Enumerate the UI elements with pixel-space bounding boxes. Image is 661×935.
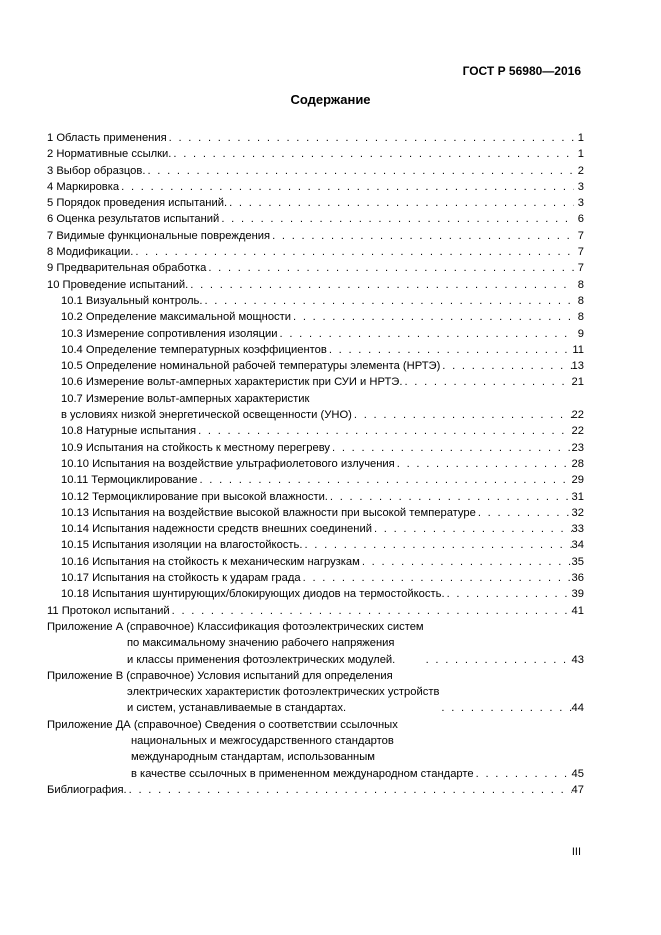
toc-entry[interactable] <box>47 326 584 342</box>
toc-entry[interactable] <box>47 374 584 390</box>
toc-entry-appendix[interactable] <box>47 717 584 782</box>
toc-entry-title: 10.14 Испытания надежности средств внешних соединений <box>61 523 372 536</box>
leader-dots <box>476 505 572 521</box>
toc-entry-title: 8 Модификации. <box>47 246 134 259</box>
toc-entry-page: 7 <box>577 246 584 259</box>
toc-entry-title-continued: электрических характеристик фотоэлектрических устройств <box>127 686 440 699</box>
leader-dots <box>302 537 571 553</box>
toc-entry-page: 47 <box>571 783 584 796</box>
toc-entry[interactable] <box>47 782 584 798</box>
toc-entry-page: 13 <box>571 360 584 373</box>
toc-entry-title: Приложение ДА (справочное) Сведения о соответствии ссылочных <box>47 718 398 731</box>
toc-entry-title: 10.18 Испытания шунтирующих/блокирующих диодов на термостойкость. <box>61 588 445 601</box>
toc-entry-page: 22 <box>571 425 584 438</box>
leader-dots <box>395 456 572 472</box>
toc-entry[interactable] <box>47 293 584 309</box>
toc-entry-page: 6 <box>577 213 584 226</box>
toc-entry-title: 10.2 Определение максимальной мощности <box>61 311 292 324</box>
standard-code: ГОСТ Р 56980—2016 <box>462 64 581 78</box>
leader-dots <box>270 228 574 244</box>
toc-entry-page: 39 <box>571 588 584 601</box>
toc-entry[interactable] <box>47 505 584 521</box>
toc-entry-title-continued: национальных и межгосударственного стандартов <box>131 734 394 747</box>
toc-entry-page: 8 <box>577 311 584 324</box>
toc-entry-title: 10.13 Испытания на воздействие высокой влажности при высокой температуре <box>61 506 476 519</box>
toc-entry-title-continued: по максимальному значению рабочего напряжения <box>127 637 395 650</box>
toc-entry[interactable] <box>47 521 584 537</box>
toc-entry-page: 22 <box>571 409 584 422</box>
toc-entry-title: 10.10 Испытания на воздействие ультрафиолетового излучения <box>61 457 395 470</box>
toc-entry-page: 2 <box>577 164 584 177</box>
toc-entry[interactable] <box>47 358 584 374</box>
toc-entry-title: 10.17 Испытания на стойкость к ударам града <box>61 572 301 585</box>
toc-entry-title-continued: в качестве ссылочных в примененном международном стандарте <box>131 767 474 780</box>
leader-dots <box>188 277 574 293</box>
page-number: III <box>571 846 581 858</box>
leader-dots <box>202 293 574 309</box>
toc-entry-title: 10.6 Измерение вольт-амперных характеристик при СУИ и НРТЭ. <box>61 376 403 389</box>
toc-entry-title: 10.12 Термоциклирование при высокой влажности. <box>61 490 328 503</box>
toc-entry[interactable] <box>47 423 584 439</box>
toc-entry[interactable] <box>47 146 584 162</box>
toc-entry-title: 10.3 Измерение сопротивления изоляции <box>61 327 278 340</box>
leader-dots <box>372 521 572 537</box>
leader-dots <box>360 554 572 570</box>
leader-dots <box>330 440 572 456</box>
toc-entry-page: 28 <box>571 457 584 470</box>
toc-entry-title: 1 Область применения <box>47 132 167 144</box>
leader-dots <box>424 652 572 668</box>
toc-entry-title: 10.15 Испытания изоляции на влагостойкость. <box>61 539 303 552</box>
toc-entry-title: 10.1 Визуальный контроль. <box>61 294 203 307</box>
toc-entry[interactable] <box>47 489 584 505</box>
toc-entry[interactable] <box>47 130 584 146</box>
toc-entry-title: 4 Маркировка <box>47 180 120 193</box>
toc-entry[interactable] <box>47 456 584 472</box>
leader-dots <box>167 130 574 146</box>
toc-entry-title-continued: и систем, устанавливаемые в стандартах. <box>127 702 347 715</box>
leader-dots <box>145 163 574 179</box>
toc-entry-title: 11 Протокол испытаний <box>47 604 170 617</box>
toc-entry-page: 8 <box>577 278 584 291</box>
toc-entry[interactable] <box>47 179 584 195</box>
leader-dots <box>291 309 574 325</box>
toc-entry-page: 33 <box>571 523 584 536</box>
toc-entry-page: 35 <box>571 555 584 568</box>
toc-entry-page: 23 <box>571 441 584 454</box>
toc-entry-title: 10.8 Натурные испытания <box>61 425 197 438</box>
leader-dots <box>301 570 572 586</box>
toc-entry-page: 7 <box>577 229 584 242</box>
leader-dots <box>278 326 575 342</box>
leader-dots <box>445 586 572 602</box>
leader-dots <box>327 342 573 358</box>
toc-entry-page: 7 <box>577 262 584 275</box>
toc-entry-page: 45 <box>571 767 584 780</box>
toc-entry-title: Библиография. <box>47 783 127 796</box>
leader-dots <box>439 700 571 716</box>
toc-entry-page: 11 <box>572 343 584 356</box>
toc-entry-title: 10.16 Испытания на стойкость к механическим нагрузкам <box>61 555 360 568</box>
toc-entry-title: 10.9 Испытания на стойкость к местному перегреву <box>61 441 330 454</box>
toc-entry-title: 10.4 Определение температурных коэффициентов <box>61 343 327 356</box>
toc-title: Содержание <box>290 92 371 107</box>
leader-dots <box>171 146 574 162</box>
toc-entry[interactable] <box>47 472 584 488</box>
toc-entry[interactable] <box>47 391 584 424</box>
toc-entry[interactable] <box>47 228 584 244</box>
toc-entry-page: 3 <box>577 197 584 210</box>
toc-entry-title: Приложение В (справочное) Условия испытаний для определения <box>47 669 393 682</box>
toc-entry-title: 3 Выбор образцов. <box>47 164 146 177</box>
toc-entry-appendix[interactable] <box>47 619 584 668</box>
toc-entry-page: 36 <box>571 572 584 585</box>
toc-entry-page: 29 <box>571 474 584 487</box>
toc-entry-page: 1 <box>577 132 584 144</box>
toc-entry[interactable] <box>47 603 584 619</box>
leader-dots <box>440 358 571 374</box>
toc-entry[interactable] <box>47 260 584 276</box>
toc-entry[interactable] <box>47 309 584 325</box>
toc-entry[interactable] <box>47 195 584 211</box>
toc-entry-title-continued: и классы применения фотоэлектрических модулей. <box>127 653 396 666</box>
toc-entry-title: 10 Проведение испытаний. <box>47 278 189 291</box>
toc-entry-page: 44 <box>571 702 584 715</box>
toc-entry-title: 6 Оценка результатов испытаний <box>47 213 220 226</box>
toc-entry[interactable] <box>47 554 584 570</box>
leader-dots <box>170 603 572 619</box>
toc-entry[interactable] <box>47 277 584 293</box>
toc-entry-page: 43 <box>571 653 584 666</box>
toc-entry[interactable] <box>47 537 584 553</box>
toc-entry[interactable] <box>47 342 584 358</box>
toc-entry[interactable] <box>47 244 584 260</box>
toc-entry-title: 10.11 Термоциклирование <box>61 474 198 487</box>
toc-entry-title: 7 Видимые функциональные повреждения <box>47 229 271 242</box>
toc-entry[interactable] <box>47 440 584 456</box>
leader-dots <box>227 195 574 211</box>
toc-entry-title-continued: международным стандартам, использованным <box>131 751 375 764</box>
leader-dots <box>197 472 571 488</box>
leader-dots <box>133 244 574 260</box>
toc-entry-title: Приложение А (справочное) Классификация фотоэлектрических систем <box>47 620 424 633</box>
leader-dots <box>127 782 572 798</box>
leader-dots <box>402 374 571 390</box>
leader-dots <box>219 211 574 227</box>
leader-dots <box>196 423 571 439</box>
toc-entry-appendix[interactable] <box>47 668 584 717</box>
toc-entry[interactable] <box>47 586 584 602</box>
toc-entry-page: 8 <box>577 294 584 307</box>
toc-entry-page: 21 <box>571 376 584 389</box>
leader-dots <box>474 766 572 782</box>
toc-entry-page: 32 <box>571 506 584 519</box>
toc-entry-page: 34 <box>571 539 584 552</box>
toc-entry-title: 9 Предварительная обработка <box>47 262 207 275</box>
toc-entry[interactable] <box>47 163 584 179</box>
toc-entry-title: 5 Порядок проведения испытаний. <box>47 197 228 210</box>
leader-dots <box>328 489 572 505</box>
toc-entry-page: 31 <box>571 490 584 503</box>
toc-entry-title: 10.5 Определение номинальной рабочей температуры элемента (НРТЭ) <box>61 360 441 373</box>
toc-entry-page: 3 <box>577 180 584 193</box>
table-of-contents <box>47 130 584 798</box>
leader-dots <box>206 260 574 276</box>
toc-entry-title: 10.7 Измерение вольт-амперных характеристик <box>61 392 310 405</box>
toc-entry[interactable] <box>47 211 584 227</box>
leader-dots <box>352 407 572 423</box>
toc-entry[interactable] <box>47 570 584 586</box>
toc-entry-page: 9 <box>577 327 584 340</box>
toc-entry-title-continued: в условиях низкой энергетической освещенности (УНО) <box>61 409 352 422</box>
leader-dots <box>119 179 574 195</box>
toc-entry-title: 2 Нормативные ссылки. <box>47 148 172 161</box>
toc-entry-page: 41 <box>571 604 584 617</box>
toc-entry-page: 1 <box>577 148 584 161</box>
